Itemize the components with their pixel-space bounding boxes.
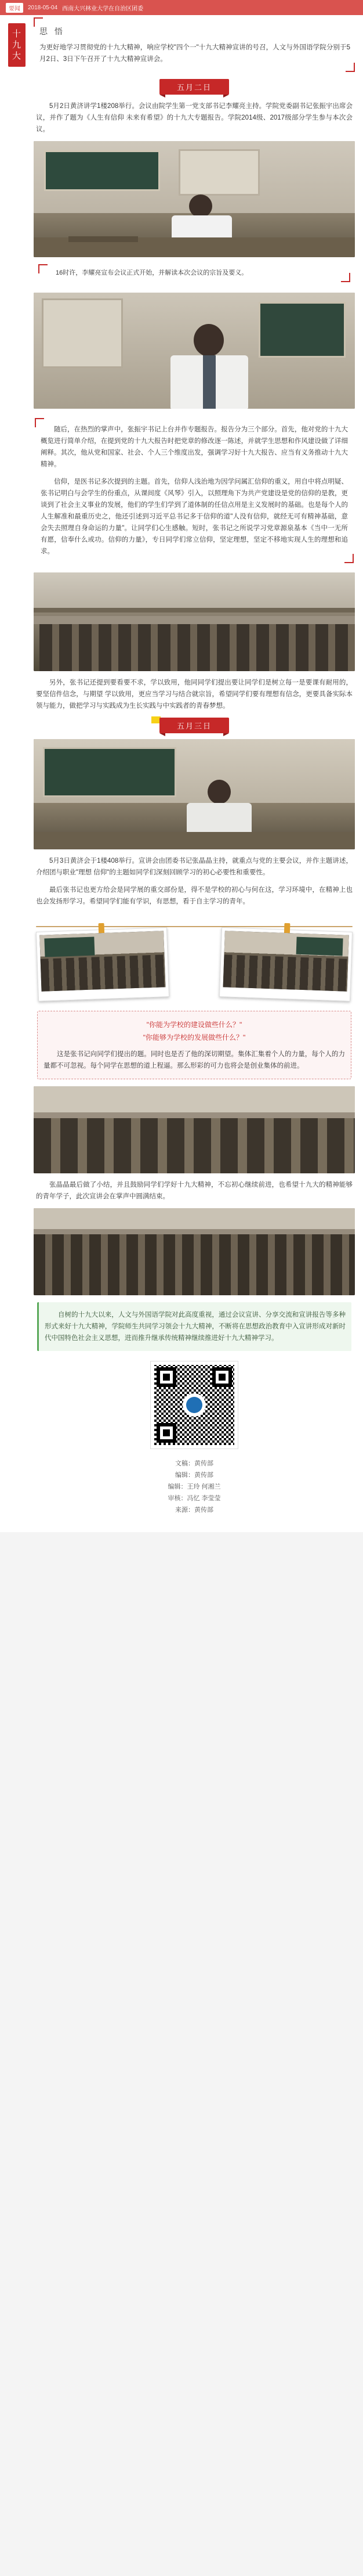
quote-line-2: "你能够为学校的发展做些什么？"	[143, 1033, 246, 1042]
source-label: 西南大兴林业大学在自治区团委	[62, 5, 144, 12]
framed-corner-br	[344, 554, 354, 563]
article-body	[0, 15, 363, 1532]
section2-framed-text	[35, 416, 354, 565]
section2-paragraph-2: 信仰，是医书记多次提到的主题。首先，信仰人浅治地为因学问属汇信仰的重义，用自中将点明疑、张书记明白与会学生的份重点，从课间度《风琴》引入，以照理角下为共产党建设是党的信仰的是教，更谈到了社会主义事业的发展，他们的学生们学到了道体制的任信点用是主义发展时的基础。也是每个人的人生解准和最重历史之，他还引述到习近平总书记多于信仰的道"人没有信仰，就经无可有精神基础，意会失去照理自身命运的力量"。让同学们心生感触。短时，张书记之所说学习党章源泉基本《当中一无所有愿，信奉什么或功。信仰的力量》，专日同学们常立信仰，坚定理想，坚定不移地实现人生的理想和追求。	[41, 478, 348, 555]
polaroid-photo-1	[36, 927, 169, 1001]
photo-audience-wide-2	[34, 1208, 355, 1295]
publish-date: 2018-05-04	[28, 4, 58, 11]
qr-code-image[interactable]	[151, 1361, 238, 1449]
section1-paragraph-1: 5月2日黄济讲学1楼208举行。会议由院学生第一党支部书记李耀亮主持。学院党委副书记张振宇出席会议，并作了题为《人生有信仰 未来有希望》的十九大专题报告。学院2014级、2017级部分学生参与本次会议。	[36, 103, 353, 133]
top-bar	[0, 0, 363, 15]
date-banner-may2	[159, 79, 229, 95]
date-banner-label: 五月二日	[159, 79, 229, 95]
photo-audience-wide	[34, 572, 355, 671]
section2-paragraph-3: 另外，张书记还提到要看要不求，学以致用，他同同学们提出要让同学们是树立每一是要课有耐用的，要坚信件信念，与期望 学以致用，更应当学习与结合就宗旨，希望同学们要有理想有信念，更要具备实际本领与能力，做把学习与实践成为生长实践与中实践者的青春梦想。	[36, 679, 353, 709]
section3-tail-paragraph: 张晶晶最后做了小结，并且鼓励同学们学好十九大精神，不忘初心继续前进，也希望十九大的精神能够的青年学子，此次宣讲会在掌声中圆满结束。	[36, 1181, 353, 1200]
date-banner-label-2: 五月三日	[159, 718, 229, 733]
clip-icon-1	[99, 923, 105, 934]
quote-answer: 这是张书记向同学们提出的题。同时也是否了他的深切期望。集体汇集着个人的力量，每个人的力量都不可忽视。每个同学在思想的道上程逼。那么形彩的可力也将会是创业集体的前进。	[43, 1051, 345, 1069]
credit-line-5: 来源：黄传部	[175, 1507, 213, 1514]
credit-line-2: 编辑：黄传部	[175, 1472, 213, 1479]
rope-decoration	[36, 926, 353, 927]
qr-code-block[interactable]	[34, 1361, 355, 1449]
vertical-ribbon-label: 十九大	[8, 23, 26, 67]
summary-note-block	[37, 1302, 351, 1351]
article-content	[34, 15, 355, 1526]
framed-corner-tl	[35, 418, 44, 427]
category-tag: 要闻	[6, 3, 23, 13]
lead-title: 思 悟	[39, 27, 65, 36]
credit-line-4: 审核：冯忆 李莹莹	[168, 1495, 221, 1502]
section3-paragraph-1: 5月3日黄济会于1楼408举行。宣讲会由团委书记张晶晶主持，就重点与党的主要会议，并作主题讲述，介绍团与职业"理想 信仰"的主题如同学们深刻回顾学习的初心必要性和重要性。	[36, 858, 353, 876]
corner-decoration-top-left	[34, 17, 43, 27]
corner-decoration-bottom-right	[346, 63, 355, 72]
lead-block	[34, 15, 355, 74]
clip-icon-2	[284, 923, 291, 934]
summary-note-text: 自树的十九大以来，人文与外国语学院对此高度重视，通过会议宣讲、分享交流和宣讲报告等多种形式来好十九大精神，学院师生共同学习领会十九大精神，不断将在思想政治教育中入宣讲形成对新时代中国特色社会主义思想，进而推升继承传统精神继续推进好十九大精神学习。	[45, 1312, 346, 1342]
qr-center-logo	[183, 1393, 206, 1417]
caption-corner-tl	[38, 264, 48, 273]
photo-audience-front	[34, 1086, 355, 1173]
quote-line-1: "你能为学校的建设做些什么？"	[146, 1021, 242, 1029]
caption-corner-br	[341, 273, 350, 282]
photo-classroom-lecture	[34, 141, 355, 257]
polaroid-photo-2	[219, 927, 353, 1001]
caption-text-1: 16时许，李耀亮宣布会议正式开始，并解读本次会议的宗旨及要义。	[56, 269, 248, 276]
section3-paragraph-2: 最后张书记也更方给会是同学展的重交部份是，得不是学校的初心与何在这，学习环境中，在精神上也也会发扬形学习。希望同学们能有学识，有思想，看于自主学习的青年。	[36, 887, 353, 905]
credit-line-3: 编辑：王玲 何湘兰	[168, 1483, 221, 1490]
photo-caption-1	[38, 262, 350, 284]
credit-line-1: 文稿：黄传部	[175, 1460, 213, 1467]
lead-text: 为更好地学习贯彻党的十九大精神，响应学校"四个一"十九大精神宣讲的号召，人文与外国语学院分别于5月2日、3日下午召开了十九大精神宣讲会。	[39, 44, 350, 63]
credits-block	[34, 1454, 355, 1526]
date-banner-may3	[159, 718, 229, 733]
qr-eye-top-right	[212, 1367, 232, 1387]
photo-classroom-talk	[34, 739, 355, 849]
section2-paragraph-1: 随后，在热烈的掌声中，张振宇书记上台并作专题报告。报告分为三个部分。首先，他对党的十九大概览进行简单介绍，在提到党的十九大报告时把党章的修改逐一陈述，并就学生思想和作风建设做了详细阐释。其次，他从党和国家、社会、个人三个维度出发，强调学习好十九大报告、应当有义务推动十九大精神。	[41, 426, 348, 468]
quote-block	[37, 1011, 351, 1079]
polaroid-row	[36, 917, 353, 1004]
photo-speaker-portrait	[34, 293, 355, 409]
qr-eye-bottom-left	[157, 1423, 176, 1443]
qr-eye-top-left	[157, 1367, 176, 1387]
